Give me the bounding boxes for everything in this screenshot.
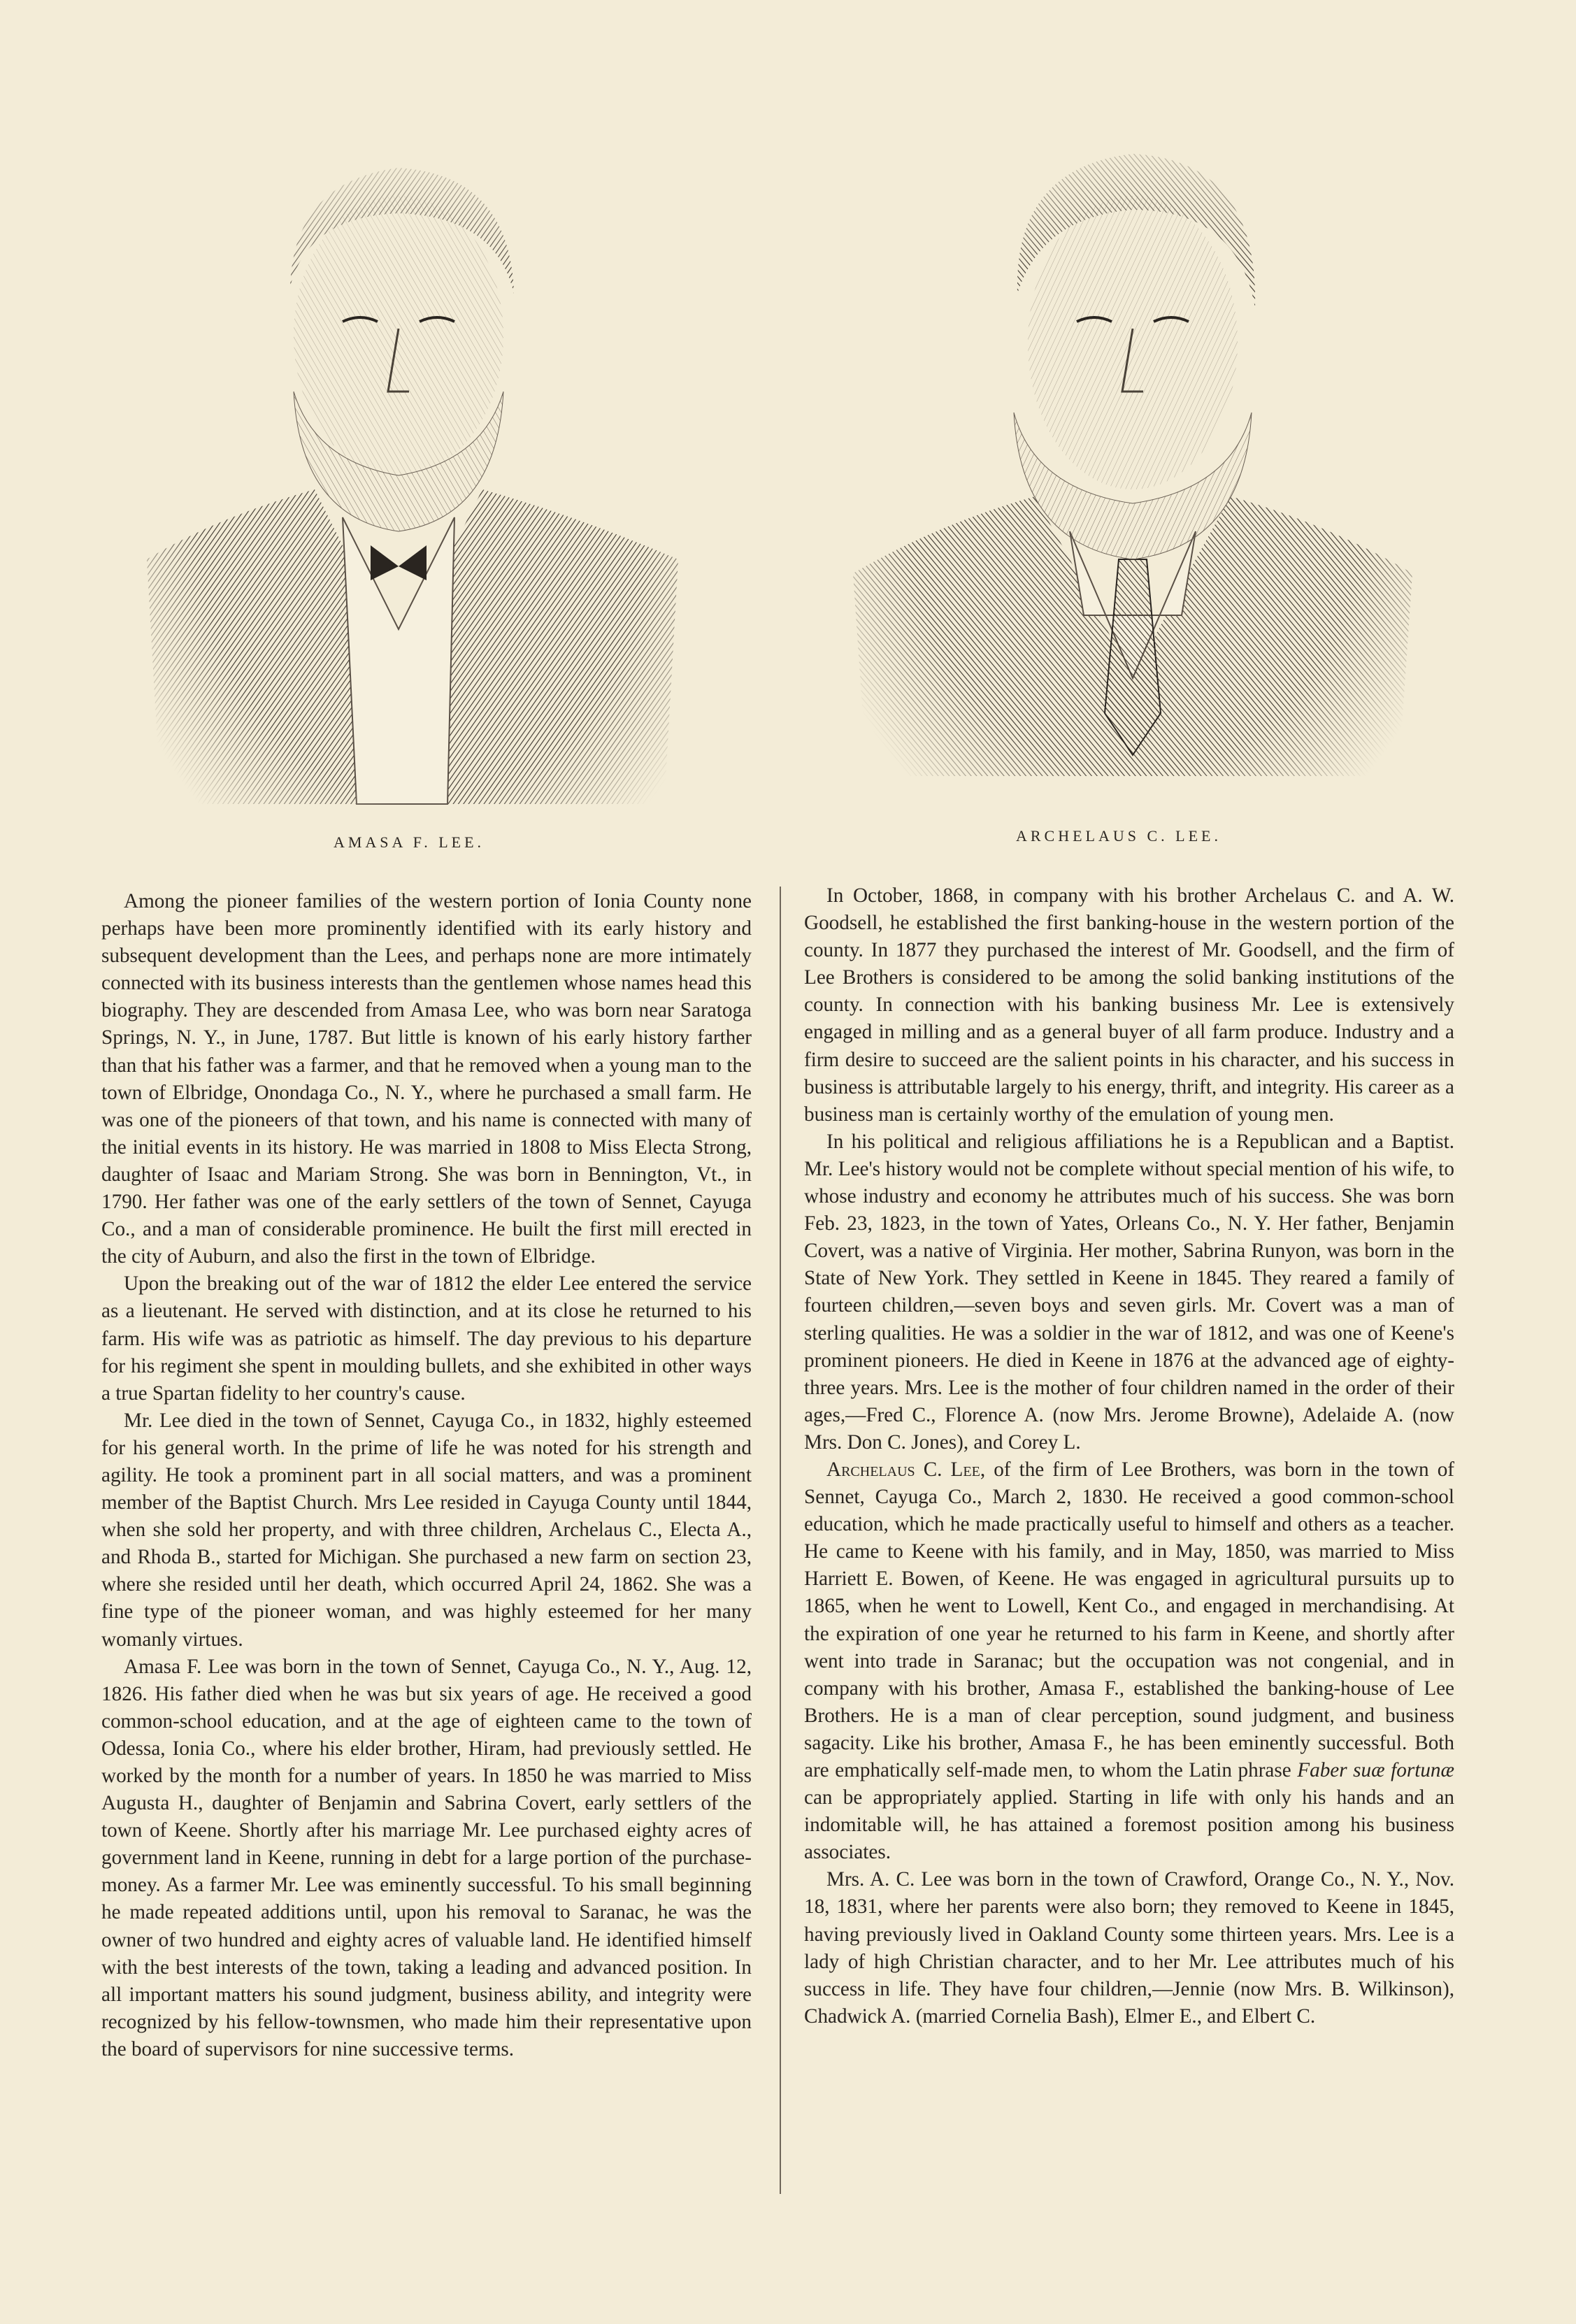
latin-phrase: Faber suæ fortunæ — [1297, 1759, 1454, 1781]
caption-archelaus-c-lee: ARCHELAUS C. LEE. — [1016, 827, 1222, 845]
portrait-archelaus-c-lee — [839, 84, 1433, 783]
biography-column-right — [804, 882, 1454, 2030]
paragraph-text: , of the firm of Lee Brothers, was born in the town of Sennet, Cayuga Co., March 2, 1830. He received a good common-school education, which he made practically useful to himself and others as a teacher. He came to Keene with his family, and in May, 1850, was married to Miss Harriett E. Bowen, of Keene. He was engaged in agricultural pursuits up to 1865, when he went to Lowell, Kent Co., and engaged in merchandising. At the expiration of one year he returned to his farm in Keene, and shortly after went into trade in Saranac; but the occupation was not congenial, and in company with his brother, Amasa F., established the banking-house of Lee Brothers. He is a man of clear perception, sound judgment, and business sagacity. Like his brother, Amasa F., he has been eminently successful. Both are emphatically self-made men, to whom the Latin phrase — [804, 1458, 1455, 1781]
paragraph: Amasa F. Lee was born in the town of Sennet, Cayuga Co., N. Y., Aug. 12, 1826. His father died when he was but six years of age. He received a good common-school education, and at the age of eighteen came to the town of Odessa, Ionia Co., where his elder brother, Hiram, had previously settled. He worked by the month for a number of years. In 1850 he was married to Miss Augusta H., daughter of Benjamin and Sabrina Covert, early settlers of the town of Keene. Shortly after his marriage Mr. Lee purchased eighty acres of government land in Keene, running in debt for a large portion of the purchase-money. As a farmer Mr. Lee was eminently successful. To his small beginning he made repeated additions until, upon his removal to Saranac, he was the owner of two hundred and eighty acres of valuable land. He identified himself with the best interests of the town, taking a leading and advanced position. In all important matters his sound judgment, business ability, and integrity were recognized by his fellow-townsmen, who made him their representative upon the board of supervisors for nine successive terms. — [101, 1655, 752, 2060]
column-divider — [780, 887, 781, 2194]
paragraph: Mr. Lee died in the town of Sennet, Cayuga Co., in 1832, highly esteemed for his general worth. In the prime of life he was noted for his strength and agility. He took a prominent part in all social matters, and was a prominent member of the Baptist Church. Mrs Lee resided in Cayuga County until 1844, when she sold her property, and with three children, Archelaus C., Electa A., and Rhoda B., started for Michigan. She purchased a new farm on section 23, where she resided until her death, which occurred April 24, 1862. She was a fine type of the pioneer woman, and was highly esteemed for her many womanly virtues. — [101, 1409, 752, 1651]
paragraph — [804, 1456, 1454, 1866]
portrait-amasa-f-lee — [133, 98, 713, 811]
paragraph: Mrs. A. C. Lee was born in the town of Crawford, Orange Co., N. Y., Nov. 18, 1831, where her parents were also born; they removed to Keene in 1845, having previously lived in Oakland County some thirteen years. Mrs. Lee is a lady of high Christian character, and to her Mr. Lee attributes much of his success in life. They have four children,—Jennie (now Mrs. B. Wilkinson), Chadwick A. (married Cornelia Bash), Elmer E., and Elbert C. — [804, 1868, 1454, 2028]
paragraph: In October, 1868, in company with his brother Archelaus C. and A. W. Goodsell, he established the first banking-house in the western portion of the county. In 1877 they purchased the interest of Mr. Goodsell, and the firm of Lee Brothers is considered to be among the solid banking institutions of the county. In connection with his banking business Mr. Lee is extensively engaged in milling and as a general buyer of all farm produce. Industry and a firm desire to succeed are the salient points in his character, and his success in business is attributable largely to his energy, thrift, and integrity. His career as a business man is certainly worthy of the emulation of young men. — [804, 884, 1454, 1126]
paragraph-text: can be appropriately applied. Starting in life with only his hands and an indomitable will, he has attained a foremost position among his business associates. — [804, 1786, 1454, 1864]
paragraph: Upon the breaking out of the war of 1812 the elder Lee entered the service as a lieutenant. He served with distinction, and at its close he returned to his farm. His wife was as patriotic as himself. The day previous to his departure for his regiment she spent in moulding bullets, and she exhibited in other ways a true Spartan fidelity to her country's cause. — [101, 1272, 752, 1405]
paragraph: In his political and religious affiliations he is a Republican and a Baptist. Mr. Lee's history would not be complete without special mention of his wife, to whose industry and economy he attributes much of his success. She was born Feb. 23, 1823, in the town of Yates, Orleans Co., N. Y. Her father, Benjamin Covert, was a native of Virginia. Her mother, Sabrina Runyon, was born in the State of New York. They settled in Keene in 1845. They reared a family of fourteen children,—seven boys and seven girls. Mr. Covert was a man of sterling qualities. He was a soldier in the war of 1812, and was one of Keene's prominent pioneers. He died in Keene in 1876 at the advanced age of eighty-three years. Mrs. Lee is the mother of four children named in the order of their ages,—Fred C., Florence A. (now Mrs. Jerome Browne), Adelaide A. (now Mrs. Don C. Jones), and Corey L. — [804, 1130, 1454, 1454]
biography-column-left — [101, 888, 752, 2063]
caption-amasa-f-lee: AMASA F. LEE. — [333, 833, 485, 851]
paragraph: Among the pioneer families of the western portion of Ionia County none perhaps have been more prominently identified with its early history and subsequent development than the Lees, and perhaps none are more intimately connected with its business interests than the gentlemen whose names head this biography. They are descended from Amasa Lee, who was born near Saratoga Springs, N. Y., in June, 1787. But little is known of his early history farther than that his father was a farmer, and that he removed when a young man to the town of Elbridge, Onondaga Co., N. Y., where he purchased a small farm. He was one of the pioneers of that town, and his name is connected with many of the initial events in its history. He was married in 1808 to Miss Electa Strong, daughter of Isaac and Mariam Strong. She was born in Bennington, Vt., in 1790. Her father was one of the early settlers of the town of Sennet, Cayuga Co., and a man of considerable prominence. He built the first mill erected in the city of Auburn, and also the first in the town of Elbridge. — [101, 890, 752, 1268]
name-lead: Archelaus C. Lee — [826, 1458, 980, 1481]
